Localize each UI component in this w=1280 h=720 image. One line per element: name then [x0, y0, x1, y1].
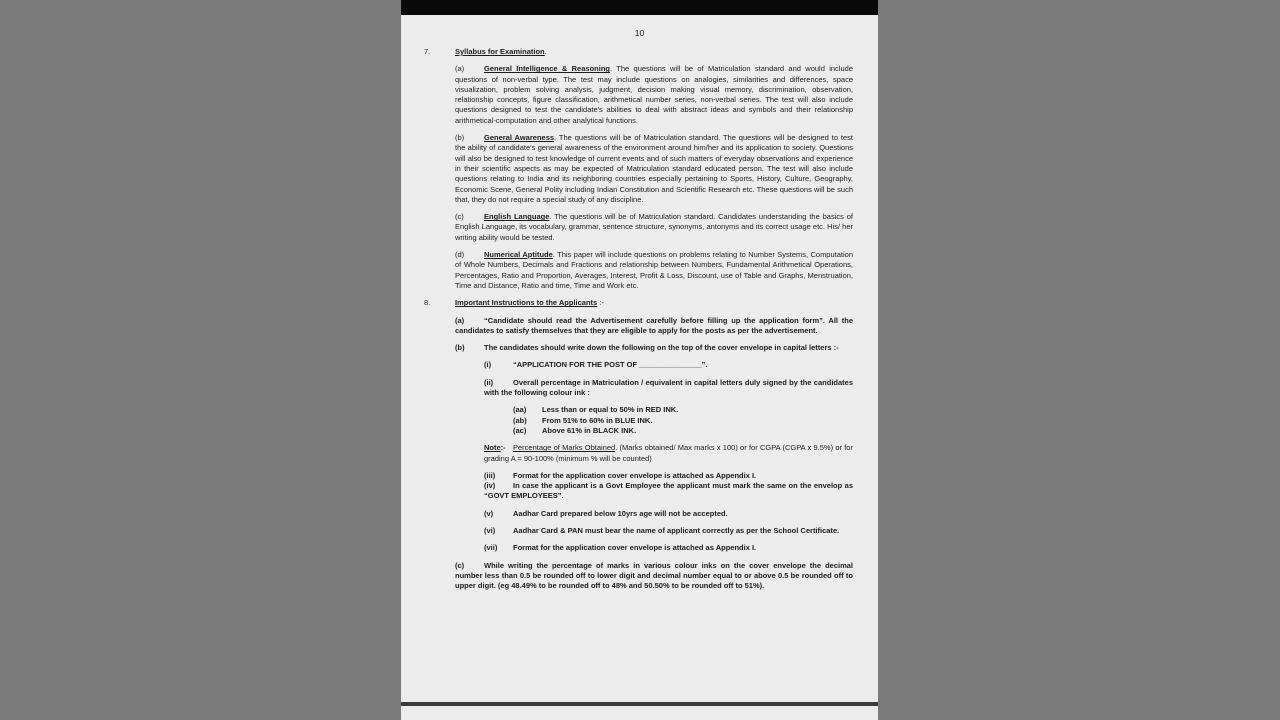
instruction-c	[455, 561, 853, 592]
syllabus-item-b	[455, 133, 853, 205]
ink-item-black	[513, 426, 853, 436]
item-text: While writing the percentage of marks in various colour inks on the cover envelope the decimal number less than 0.5 be rounded off to lower digit and decimal number equal to or above 0.5 be rounded off to upper digit. (eg 48.49% to be rounded off to 48% and 50.50% to be rounded off to 51%).	[455, 560, 853, 591]
ink-item-red	[513, 405, 853, 415]
item-text: In case the applicant is a Govt Employee the applicant must mark the same on the envelop as “GOVT EMPLOYEES”.	[484, 481, 853, 501]
item-label: (iii)	[484, 470, 496, 480]
note-separator: :-	[500, 443, 506, 453]
note-paragraph	[484, 443, 853, 464]
item-heading: General Intelligence & Reasoning	[484, 64, 610, 74]
item-label: (ab)	[513, 415, 527, 425]
top-black-bar	[401, 0, 878, 15]
item-label: (ac)	[513, 425, 527, 435]
page-number: 10	[634, 28, 645, 38]
item-text: Overall percentage in Matriculation / equivalent in capital letters duly signed by the candidates with the following colour ink :	[484, 377, 853, 398]
ink-item-blue	[513, 416, 853, 426]
item-label: (ii)	[484, 377, 494, 387]
item-heading: English Language	[484, 212, 550, 222]
item-text: Aadhar Card prepared below 10yrs age will not be accepted.	[513, 508, 728, 518]
section-title: Important Instructions to the Applicants	[455, 298, 598, 308]
instruction-b-i	[484, 360, 853, 370]
document-page	[401, 0, 878, 720]
instruction-b-iii	[484, 471, 853, 481]
item-label: (a)	[455, 315, 465, 325]
note-heading: Percentage of Marks Obtained	[513, 443, 616, 453]
item-text: “Candidate should read the Advertisement carefully before filling up the application form”. All the candidates to satisfy themselves that they are eligible to apply for the posts as per the advertisement.	[455, 315, 853, 335]
item-label: (vii)	[484, 543, 498, 553]
item-text: Aadhar Card & PAN must bear the name of applicant correctly as per the School Certificate.	[513, 525, 840, 535]
syllabus-item-a	[455, 64, 853, 126]
item-label: (i)	[484, 360, 492, 370]
instruction-b-vi	[484, 526, 853, 536]
section-8-header	[424, 298, 853, 308]
section-number: 8.	[424, 298, 431, 308]
note-text: . (Marks obtained/ Max marks x 100) or for CGPA (CGPA x 9.5%) or for grading A = 90-100% (minimum % will be counted)	[484, 443, 853, 463]
syllabus-item-d	[455, 250, 853, 291]
document-content	[424, 47, 853, 598]
item-text: “APPLICATION FOR THE POST OF _______________”.	[513, 360, 708, 370]
section-number: 7.	[424, 47, 431, 56]
item-text: . The questions will be of Matriculation standard. The questions will be designed to test the ability of candidate's general awareness of the environment around him/her and its application to society. Questions will also be designed to test knowledge of current events and of such matters of everyday observations and experience in their scientific aspects as may be expected of Matriculation standard educated person. The test will also include questions relating to India and its neighboring countries especially pertaining to Sports, History, Culture, Geography, Economic Scene, General Polity including Indian Constitution and Scientific Research etc. These questions will be such that, they do not require a special study of any discipline.	[455, 133, 853, 204]
instruction-b-iv	[484, 481, 853, 502]
item-text: Format for the application cover envelope is attached as Appendix I.	[513, 543, 757, 553]
section-title: Syllabus for Examination	[455, 47, 545, 56]
item-label: (c)	[455, 212, 464, 222]
instruction-b-v	[484, 509, 853, 519]
item-heading: General Awareness	[484, 133, 555, 143]
item-label: (b)	[455, 343, 465, 353]
item-text: . The questions will be of Matriculation standard and would include questions of non-verbal type. The test may include questions on analogies, similarities and differences, space visualization, problem solving analysis, judgment, decision making visual memory, discrimination, observation, relationship concepts, figure classification, arithmetical number series, non-verbal series. The test will also include questions designed to test the candidate's abilities to deal with abstract ideas and symbols and their relationship arithmetical-computation and other analytical functions.	[455, 64, 853, 125]
instruction-b-vii	[484, 543, 853, 553]
syllabus-item-c	[455, 212, 853, 243]
item-text: . This paper will include questions on problems relating to Number Systems, Computation of Whole Numbers, Decimals and Fractions and relationship between Numbers, Fundamental Arithmetical Operations, Percentages, Ratio and Proportion, Averages, Interest, Profit & Loss, Discount, use of Table and Graphs, Menstruation, Time and Distance, Ratio and time, Time and Work etc.	[455, 250, 854, 290]
instruction-b-ii	[484, 378, 853, 399]
item-label: (v)	[484, 508, 494, 518]
instruction-a	[455, 316, 853, 337]
item-label: (d)	[455, 250, 465, 260]
section-7-header: 7. Syllabus for Examination.	[424, 47, 547, 56]
item-label: (iv)	[484, 481, 496, 491]
section-title-suffix: :-	[597, 298, 604, 308]
item-label: (aa)	[513, 405, 527, 415]
ink-colour-list	[513, 405, 853, 436]
item-label: (a)	[455, 64, 465, 74]
bottom-page-edge	[401, 702, 878, 706]
instruction-b	[455, 343, 853, 353]
item-heading: Numerical Aptitude	[484, 250, 553, 260]
item-text: The candidates should write down the following on the top of the cover envelope in capital letters :-	[484, 343, 839, 353]
item-label: (b)	[455, 133, 465, 143]
item-text: Above 61% in BLACK INK.	[542, 425, 637, 435]
item-text: . The questions will be of Matriculation standard. Candidates understanding the basics of English Language, its vocabulary, grammar, sentence structure, synonyms, antonyms and its correct usage etc. His/ her writing ability would be tested.	[455, 212, 853, 242]
item-text: Format for the application cover envelope is attached as Appendix I.	[513, 470, 757, 480]
item-text: Less than or equal to 50% in RED INK.	[542, 405, 679, 415]
item-text: From 51% to 60% in BLUE INK.	[542, 415, 653, 425]
item-label: (c)	[455, 560, 465, 570]
note-label: Note	[484, 443, 501, 453]
item-label: (vi)	[484, 525, 496, 535]
